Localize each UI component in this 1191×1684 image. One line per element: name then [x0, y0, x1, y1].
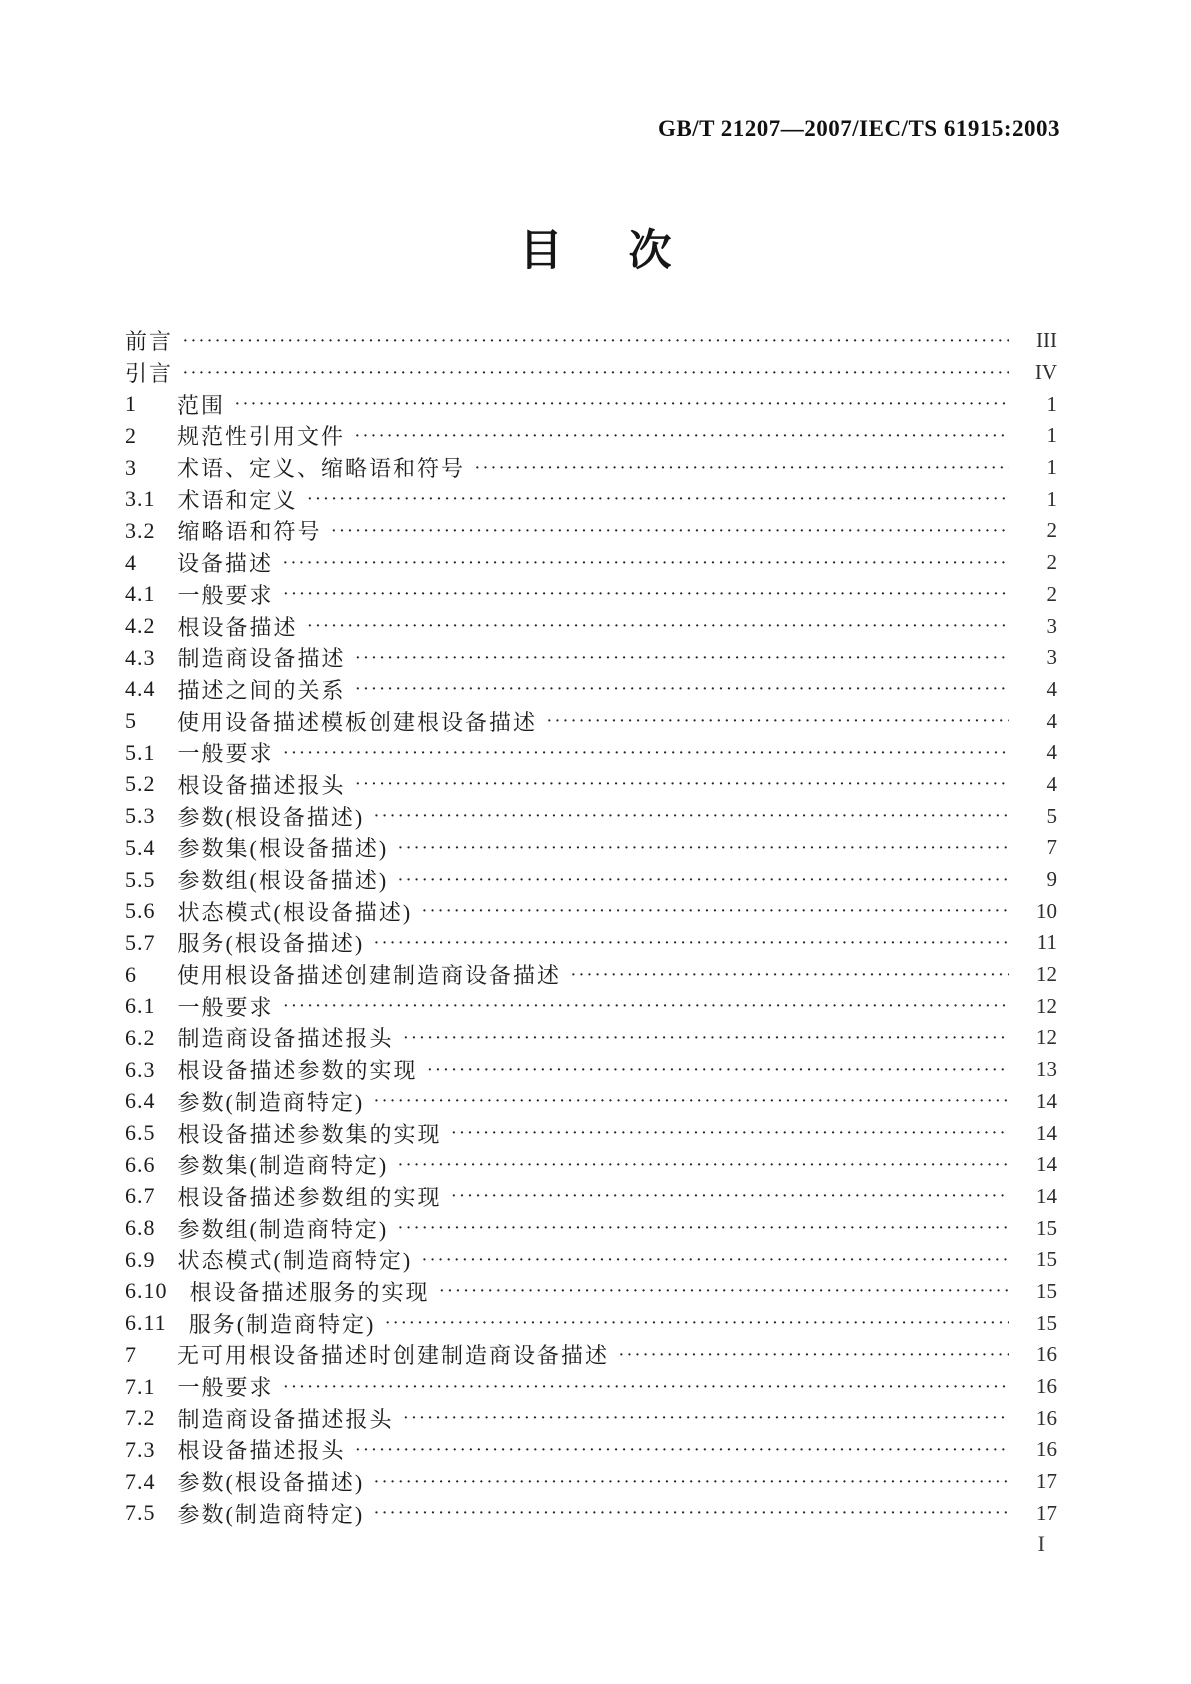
toc-entry-title: 根设备描述报头 [177, 772, 346, 798]
toc-leader-dots [283, 557, 1009, 571]
toc-entry-page: 4 [1046, 708, 1057, 733]
document-code: GB/T 21207—2007/IEC/TS 61915:2003 [657, 116, 1060, 141]
toc-entry-title: 参数组(制造商特定) [177, 1216, 389, 1242]
toc-leader-dots [374, 810, 1009, 824]
toc-entry-page: 16 [1036, 1405, 1057, 1430]
toc-entry-title: 状态模式(根设备描述) [177, 899, 413, 925]
toc-entry [125, 1276, 1057, 1308]
toc-leader-dots [284, 588, 1009, 602]
toc-entry [125, 515, 1057, 547]
toc-leader-dots [452, 1127, 1009, 1141]
toc-leader-dots [356, 1444, 1009, 1458]
toc-entry-number: 4.1 [125, 581, 156, 607]
toc-entry-number: 6.6 [125, 1151, 156, 1177]
toc-entry [125, 990, 1057, 1022]
toc-entry-number: 5 [125, 708, 137, 734]
toc-entry-page: 10 [1036, 898, 1057, 923]
table-of-contents [125, 325, 1057, 1529]
toc-entry-number: 6.8 [125, 1215, 156, 1241]
toc-entry [125, 1244, 1057, 1276]
toc-leader-dots [332, 525, 1009, 539]
toc-entry [125, 547, 1057, 579]
toc-entry-title: 根设备描述参数组的实现 [177, 1184, 442, 1210]
toc-entry-page: 4 [1046, 740, 1057, 765]
toc-entry-number: 6.3 [125, 1056, 156, 1082]
toc-entry-title: 设备描述 [177, 551, 274, 577]
toc-leader-dots [356, 652, 1009, 666]
toc-leader-dots [374, 937, 1009, 951]
toc-entry [125, 737, 1057, 769]
toc-entry-page: 12 [1036, 962, 1057, 987]
toc-entry-page: 3 [1046, 613, 1057, 638]
toc-entry-title: 根设备描述服务的实现 [189, 1279, 430, 1305]
toc-entry [125, 1466, 1057, 1498]
toc-entry-page: 13 [1036, 1057, 1057, 1082]
toc-entry-page: 4 [1046, 676, 1057, 701]
toc-entry [125, 864, 1057, 896]
toc-entry [125, 705, 1057, 737]
toc-entry-number: 6.11 [125, 1310, 167, 1336]
toc-entry [125, 1022, 1057, 1054]
toc-entry [125, 832, 1057, 864]
toc-entry-title: 参数(制造商特定) [177, 1089, 365, 1115]
toc-entry-title: 制造商设备描述报头 [177, 1026, 394, 1052]
toc-leader-dots [398, 874, 1009, 888]
toc-entry-number: 7.5 [125, 1500, 156, 1526]
toc-entry-number: 5.1 [125, 739, 156, 765]
toc-entry-page: 14 [1036, 1088, 1057, 1113]
toc-entry-page: 17 [1036, 1469, 1057, 1494]
toc-leader-dots [235, 398, 1009, 412]
toc-entry-title: 状态模式(制造商特定) [177, 1248, 413, 1274]
toc-entry-number: 1 [125, 391, 137, 417]
toc-entry [125, 1181, 1057, 1213]
toc-entry-title: 根设备描述参数的实现 [177, 1058, 418, 1084]
toc-entry-number: 5.2 [125, 771, 156, 797]
toc-leader-dots [284, 1000, 1009, 1014]
toc-leader-dots [374, 1476, 1009, 1490]
toc-entry [125, 420, 1057, 452]
toc-entry [125, 1054, 1057, 1086]
toc-entry-page: 3 [1046, 645, 1057, 670]
toc-entry [125, 452, 1057, 484]
page-title [0, 217, 1191, 278]
toc-leader-dots [284, 747, 1009, 761]
toc-leader-dots [475, 462, 1009, 476]
toc-leader-dots [374, 1507, 1009, 1521]
toc-leader-dots [183, 335, 1009, 349]
toc-entry-page: 12 [1036, 1025, 1057, 1050]
toc-entry-title: 范围 [177, 392, 226, 418]
toc-entry-page: 15 [1036, 1278, 1057, 1303]
toc-entry [125, 579, 1057, 611]
toc-entry-page: 14 [1036, 1183, 1057, 1208]
toc-entry [125, 1434, 1057, 1466]
toc-leader-dots [422, 1254, 1009, 1268]
toc-entry-page: 7 [1046, 835, 1057, 860]
toc-entry [125, 1371, 1057, 1403]
toc-entry-number: 3.1 [125, 486, 156, 512]
toc-entry-number: 6.9 [125, 1246, 156, 1272]
toc-entry-number: 6.4 [125, 1088, 156, 1114]
toc-entry-number: 7.3 [125, 1436, 156, 1462]
toc-leader-dots [356, 683, 1009, 697]
toc-entry-page: 17 [1036, 1500, 1057, 1525]
toc-leader-dots [547, 715, 1009, 729]
toc-entry-number: 6.10 [125, 1278, 168, 1304]
toc-entry [125, 357, 1057, 389]
footer-page-number: I [1037, 1531, 1045, 1556]
toc-leader-dots [183, 367, 1009, 381]
toc-entry-number: 7 [125, 1341, 137, 1367]
toc-entry-number: 3 [125, 454, 137, 480]
toc-entry [125, 642, 1057, 674]
toc-entry-number: 6.7 [125, 1183, 156, 1209]
toc-entry-title: 无可用根设备描述时创建制造商设备描述 [177, 1343, 610, 1369]
toc-entry-title: 规范性引用文件 [177, 424, 346, 450]
toc-entry-page: 5 [1046, 803, 1057, 828]
toc-entry-number: 5.3 [125, 803, 156, 829]
toc-entry [125, 1307, 1057, 1339]
toc-entry-page: 11 [1036, 930, 1057, 955]
toc-leader-dots [452, 1190, 1009, 1204]
toc-entry-title: 使用根设备描述创建制造商设备描述 [177, 963, 562, 989]
toc-leader-dots [404, 1412, 1009, 1426]
toc-entry-number: 5.6 [125, 898, 156, 924]
toc-entry-title: 根设备描述 [177, 614, 298, 640]
toc-entry [125, 1212, 1057, 1244]
toc-entry-page: 14 [1036, 1120, 1057, 1145]
toc-leader-dots [355, 430, 1009, 444]
toc-leader-dots [308, 493, 1009, 507]
toc-entry-page: III [1036, 328, 1057, 353]
toc-entry-title: 前言 [125, 329, 174, 355]
toc-leader-dots [428, 1064, 1009, 1078]
toc-leader-dots [404, 1032, 1009, 1046]
toc-entry-page: 4 [1046, 771, 1057, 796]
toc-entry-title: 根设备描述报头 [177, 1438, 346, 1464]
toc-entry-title: 参数集(根设备描述) [177, 836, 389, 862]
toc-entry-page: 1 [1046, 423, 1057, 448]
toc-entry-number: 6 [125, 961, 137, 987]
toc-leader-dots [356, 778, 1009, 792]
toc-entry-title: 参数(根设备描述) [177, 1470, 365, 1496]
toc-entry-number: 7.2 [125, 1405, 156, 1431]
toc-entry-page: 1 [1046, 391, 1057, 416]
toc-entry-page: 1 [1046, 486, 1057, 511]
toc-entry-title: 参数集(制造商特定) [177, 1153, 389, 1179]
toc-entry [125, 1402, 1057, 1434]
toc-entry [125, 483, 1057, 515]
toc-entry-page: IV [1034, 360, 1057, 385]
toc-entry-title: 缩略语和符号 [177, 519, 322, 545]
toc-entry [125, 895, 1057, 927]
toc-leader-dots [422, 905, 1009, 919]
toc-entry [125, 1086, 1057, 1118]
toc-leader-dots [398, 1159, 1009, 1173]
toc-entry-number: 5.7 [125, 929, 156, 955]
toc-entry-page: 16 [1036, 1374, 1057, 1399]
toc-entry [125, 325, 1057, 357]
toc-entry-number: 4.2 [125, 613, 156, 639]
toc-entry-page: 14 [1036, 1152, 1057, 1177]
toc-leader-dots [398, 842, 1009, 856]
toc-entry-title: 术语、定义、缩略语和符号 [177, 456, 466, 482]
toc-entry-number: 4.3 [125, 644, 156, 670]
toc-entry-title: 一般要求 [177, 1375, 274, 1401]
toc-entry [125, 959, 1057, 991]
toc-entry-page: 2 [1046, 518, 1057, 543]
toc-entry-title: 服务(制造商特定) [188, 1311, 376, 1337]
toc-entry-title: 制造商设备描述 [177, 646, 346, 672]
toc-entry-number: 5.4 [125, 834, 156, 860]
toc-entry [125, 610, 1057, 642]
toc-entry-number: 6.5 [125, 1120, 156, 1146]
toc-entry-number: 3.2 [125, 517, 156, 543]
toc-leader-dots [374, 1095, 1009, 1109]
toc-entry-title: 参数(制造商特定) [177, 1501, 365, 1527]
toc-entry-page: 2 [1046, 550, 1057, 575]
toc-entry [125, 674, 1057, 706]
toc-entry-title: 参数(根设备描述) [177, 804, 365, 830]
toc-entry-page: 15 [1036, 1215, 1057, 1240]
toc-entry-page: 15 [1036, 1310, 1057, 1335]
toc-entry-title: 服务(根设备描述) [177, 931, 365, 957]
toc-entry-title: 参数组(根设备描述) [177, 868, 389, 894]
toc-leader-dots [284, 1381, 1009, 1395]
toc-entry-number: 6.2 [125, 1024, 156, 1050]
toc-entry-page: 12 [1036, 993, 1057, 1018]
toc-entry-number: 7.4 [125, 1468, 156, 1494]
toc-leader-dots [440, 1285, 1009, 1299]
toc-entry-title: 根设备描述参数集的实现 [177, 1121, 442, 1147]
toc-entry-page: 16 [1036, 1437, 1057, 1462]
toc-entry-title: 术语和定义 [177, 487, 298, 513]
toc-entry-title: 描述之间的关系 [177, 677, 346, 703]
toc-entry [125, 1339, 1057, 1371]
toc-leader-dots [308, 620, 1009, 634]
toc-leader-dots [619, 1349, 1009, 1363]
toc-entry-title: 制造商设备描述报头 [177, 1406, 394, 1432]
toc-entry [125, 1497, 1057, 1529]
toc-leader-dots [385, 1317, 1009, 1331]
toc-entry-page: 9 [1046, 867, 1057, 892]
toc-entry [125, 769, 1057, 801]
toc-entry-title: 引言 [125, 361, 174, 387]
toc-entry-page: 1 [1046, 455, 1057, 480]
toc-entry-number: 4.4 [125, 676, 156, 702]
toc-entry [125, 800, 1057, 832]
toc-entry-page: 2 [1046, 581, 1057, 606]
toc-entry [125, 1117, 1057, 1149]
toc-entry-number: 2 [125, 422, 137, 448]
toc-entry-number: 4 [125, 549, 137, 575]
toc-leader-dots [398, 1222, 1009, 1236]
toc-entry-number: 5.5 [125, 866, 156, 892]
toc-entry-title: 一般要求 [177, 582, 274, 608]
toc-entry-title: 使用设备描述模板创建根设备描述 [177, 709, 538, 735]
toc-leader-dots [571, 969, 1009, 983]
toc-entry [125, 1149, 1057, 1181]
toc-entry [125, 388, 1057, 420]
toc-entry-page: 15 [1036, 1247, 1057, 1272]
toc-entry-title: 一般要求 [177, 741, 274, 767]
toc-entry-number: 6.1 [125, 993, 156, 1019]
toc-entry-number: 7.1 [125, 1373, 156, 1399]
toc-entry-title: 一般要求 [177, 994, 274, 1020]
page-title-text: 目次 [519, 228, 738, 275]
toc-entry-page: 16 [1036, 1342, 1057, 1367]
toc-entry [125, 927, 1057, 959]
